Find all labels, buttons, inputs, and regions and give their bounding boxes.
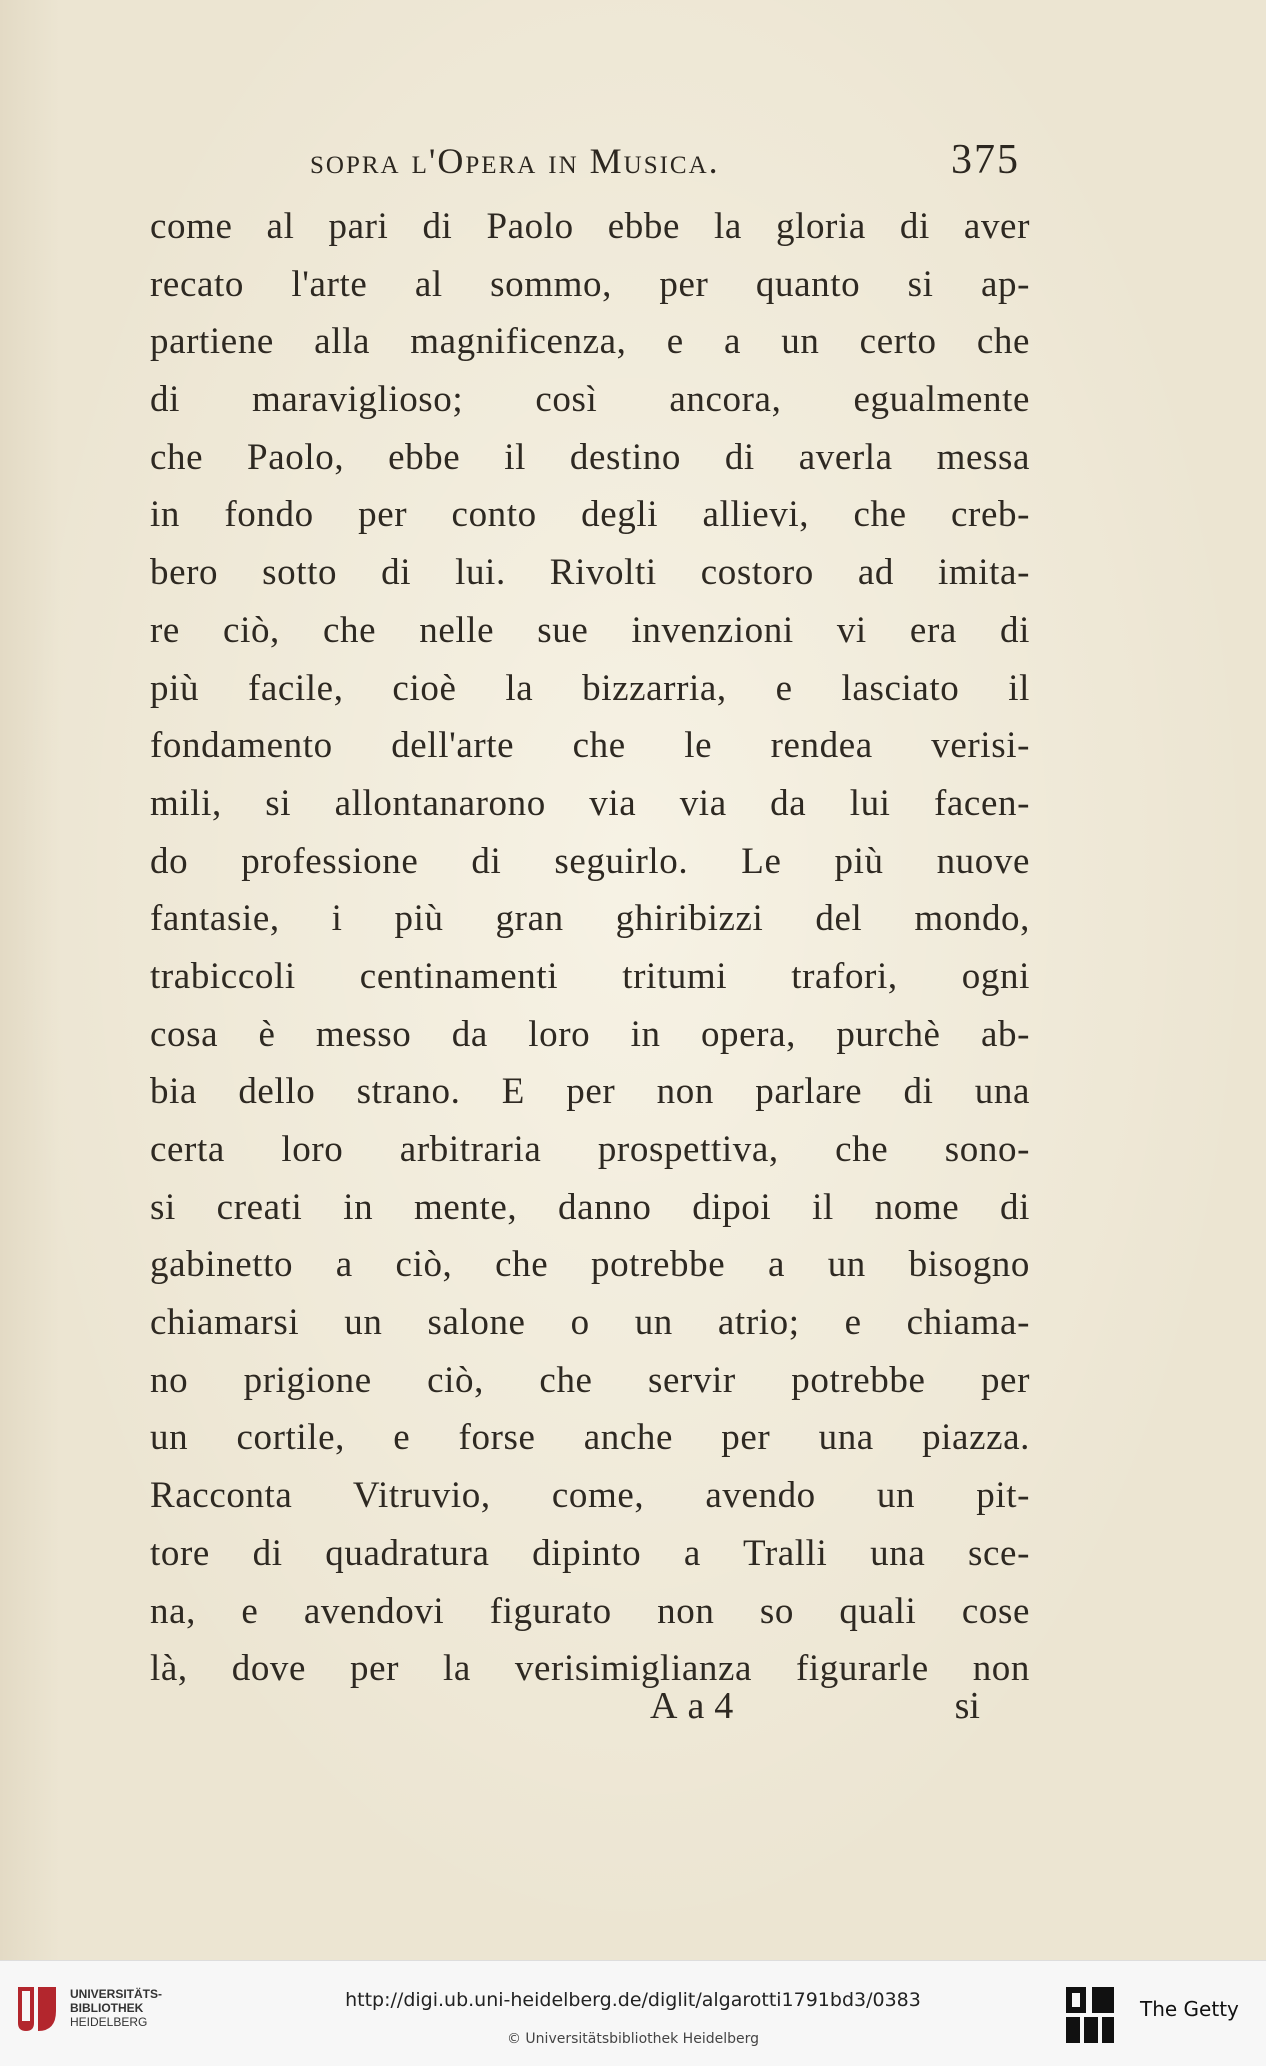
text-line: certa loro arbitraria prospettiva, che sono- <box>150 1129 1030 1170</box>
text-line: na, e avendovi figurato non so quali cose <box>150 1590 1030 1632</box>
library-name-line: BIBLIOTHEK <box>70 2001 144 2015</box>
text-line: di maraviglioso; così ancora, egualmente <box>150 379 1030 421</box>
text-line: chiamarsi un salone o un atrio; e chiama- <box>150 1302 1030 1344</box>
catchword: si <box>954 1685 980 1727</box>
signature-mark: Aa4 <box>650 1685 744 1727</box>
text-line: re ciò, che nelle sue invenzioni vi era di <box>150 609 1030 651</box>
text-line: un cortile, e forse anche per una piazza. <box>150 1417 1030 1459</box>
body-text <box>150 198 1030 1698</box>
text-line: fantasie, i più gran ghiribizzi del mondo, <box>150 898 1030 940</box>
text-line: fondamento dell'arte che le rendea verisi- <box>150 725 1030 767</box>
getty-label: The Getty <box>1140 1997 1239 2021</box>
text-line: che Paolo, ebbe il destino di averla messa <box>150 436 1030 478</box>
text-line: trabiccoli centinamenti tritumi trafori, ogni <box>150 955 1030 997</box>
copyright-notice: © Universitätsbibliothek Heidelberg <box>506 2031 759 2047</box>
library-name-line: HEIDELBERG <box>70 2015 148 2029</box>
text-line: più facile, cioè la bizzarria, e lasciato il <box>150 667 1030 709</box>
text-line: gabinetto a ciò, che potrebbe a un bisogno <box>150 1244 1030 1286</box>
text-line: recato l'arte al sommo, per quanto si ap- <box>150 263 1030 305</box>
text-line: come al pari di Paolo ebbe la gloria di aver <box>150 206 1030 247</box>
text-line: do professione di seguirlo. Le più nuove <box>150 840 1030 882</box>
text-line: Racconta Vitruvio, come, avendo un pit- <box>150 1475 1030 1517</box>
getty-logo-icon <box>1062 1983 1122 2051</box>
text-line: partiene alla magnificenza, e a un certo che <box>150 321 1030 363</box>
library-name-line: UNIVERSITÄTS- <box>70 1987 163 2001</box>
page-foot <box>150 1684 1030 1744</box>
text-line: si creati in mente, danno dipoi il nome di <box>150 1186 1030 1228</box>
page-header <box>150 136 1030 196</box>
text-line: no prigione ciò, che servir potrebbe per <box>150 1359 1030 1401</box>
text-line: in fondo per conto degli allievi, che creb- <box>150 494 1030 536</box>
text-line: bero sotto di lui. Rivolti costoro ad imita- <box>150 552 1030 594</box>
running-title: sopra l'Opera in Musica. <box>310 141 720 181</box>
text-line: là, dove per la verisimiglianza figurarle non <box>150 1648 1030 1690</box>
text-line: bia dello strano. E per non parlare di una <box>150 1071 1030 1113</box>
viewer-footer <box>0 1960 1266 2066</box>
text-line: cosa è messo da loro in opera, purchè ab- <box>150 1013 1030 1055</box>
page-number: 375 <box>951 137 1020 183</box>
text-line: mili, si allontanarono via via da lui facen- <box>150 782 1030 824</box>
text-line: tore di quadratura dipinto a Tralli una sce- <box>150 1532 1030 1574</box>
permalink-url[interactable]: http://digi.ub.uni-heidelberg.de/diglit/algarotti1791bd3/0383 <box>345 1989 921 2011</box>
